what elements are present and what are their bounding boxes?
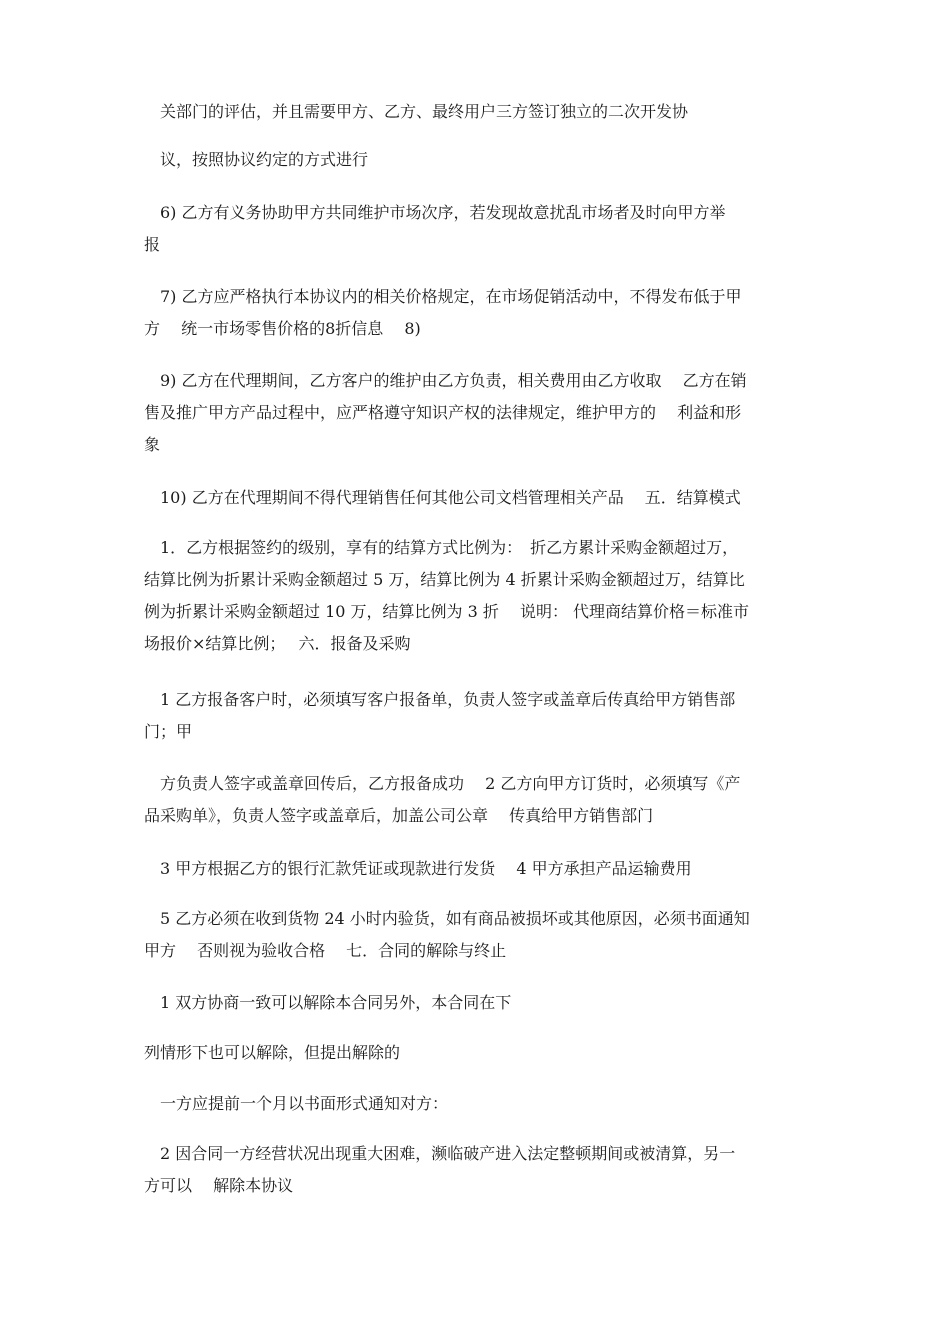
paragraph-3 — [144, 197, 814, 261]
text-line: 2 因合同一方经营状况出现重大困难，濒临破产进入法定整顿期间或被清算，另一 — [144, 1144, 736, 1163]
text-line: 报 — [144, 235, 161, 254]
text-line: 甲方 否则视为验收合格 七．合同的解除与终止 — [144, 941, 507, 960]
text-line: 议，按照协议约定的方式进行 — [144, 150, 369, 169]
text-line: 方可以 解除本协议 — [144, 1176, 294, 1195]
text-line: 1 乙方报备客户时，必须填写客户报备单，负责人签字或盖章后传真给甲方销售部 — [144, 690, 736, 709]
text-line: 品采购单》，负责人签字或盖章后，加盖公司公章 传真给甲方销售部门 — [144, 806, 654, 825]
paragraph-15 — [144, 1138, 814, 1202]
paragraph-10 — [144, 853, 814, 885]
paragraph-12 — [144, 987, 814, 1019]
text-line: 场报价×结算比例； 六．报备及采购 — [144, 634, 411, 653]
text-line: 列情形下也可以解除，但提出解除的 — [144, 1043, 401, 1062]
text-line: 结算比例为折累计采购金额超过 5 万，结算比例为 4 折累计采购金额超过万，结算比 — [144, 570, 745, 589]
text-line: 1 双方协商一致可以解除本合同另外，本合同在下 — [144, 993, 512, 1012]
text-line: 方负责人签字或盖章回传后，乙方报备成功 2 乙方向甲方订货时，必须填写《产 — [144, 774, 741, 793]
text-line: 方 统一市场零售价格的8折信息 8) — [144, 319, 421, 338]
paragraph-13 — [144, 1037, 814, 1069]
paragraph-14 — [144, 1088, 814, 1120]
text-line: 一方应提前一个月以书面形式通知对方： — [144, 1094, 449, 1113]
text-line: 关部门的评估，并且需要甲方、乙方、最终用户三方签订独立的二次开发协 — [144, 102, 689, 121]
text-line: 5 乙方必须在收到货物 24 小时内验货，如有商品被损坏或其他原因，必须书面通知 — [144, 909, 750, 928]
text-line: 门；甲 — [144, 722, 193, 741]
paragraph-11 — [144, 903, 814, 967]
text-line: 象 — [144, 435, 161, 454]
text-line: 9) 乙方在代理期间，乙方客户的维护由乙方负责，相关费用由乙方收取 乙方在销 — [144, 371, 747, 390]
paragraph-6 — [144, 482, 814, 514]
paragraph-1 — [144, 96, 814, 128]
text-line: 7) 乙方应严格执行本协议内的相关价格规定，在市场促销活动中，不得发布低于甲 — [144, 287, 742, 306]
paragraph-9 — [144, 768, 814, 832]
text-line: 例为折累计采购金额超过 10 万，结算比例为 3 折 说明： 代理商结算价格＝标准市 — [144, 602, 750, 621]
paragraph-2 — [144, 144, 814, 176]
text-line: 10) 乙方在代理期间不得代理销售任何其他公司文档管理相关产品 五．结算模式 — [144, 488, 741, 507]
text-line: 1．乙方根据签约的级别，享有的结算方式比例为： 折乙方累计采购金额超过万， — [144, 538, 739, 557]
paragraph-8 — [144, 684, 814, 748]
paragraph-4 — [144, 281, 814, 345]
paragraph-5 — [144, 365, 814, 461]
paragraph-7 — [144, 532, 814, 660]
text-line: 6) 乙方有义务协助甲方共同维护市场次序，若发现故意扰乱市场者及时向甲方举 — [144, 203, 726, 222]
text-line: 售及推广甲方产品过程中，应严格遵守知识产权的法律规定，维护甲方的 利益和形 — [144, 403, 742, 422]
text-line: 3 甲方根据乙方的银行汇款凭证或现款进行发货 4 甲方承担产品运输费用 — [144, 859, 692, 878]
